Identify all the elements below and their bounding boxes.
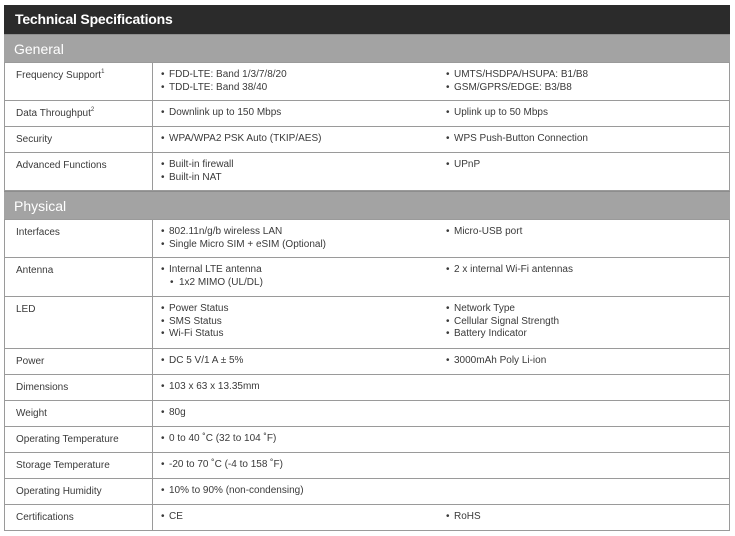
spec-row-label	[5, 101, 153, 127]
spec-col-right	[444, 407, 729, 420]
spec-row-values	[153, 63, 730, 101]
spec-value: • 0 to 40 ˚C (32 to 104 ˚F)	[159, 433, 444, 446]
spec-value: • 10% to 90% (non-condensing)	[159, 485, 444, 498]
spec-row	[5, 505, 730, 531]
spec-row-values	[153, 479, 730, 505]
spec-value: • Wi-Fi Status	[159, 328, 444, 341]
spec-row-label	[5, 297, 153, 349]
spec-row-label	[5, 258, 153, 297]
spec-col-right	[444, 485, 729, 498]
spec-row	[5, 479, 730, 505]
spec-value: • FDD-LTE: Band 1/3/7/8/20	[159, 69, 444, 82]
spec-col-left	[159, 107, 444, 120]
spec-row-values	[153, 349, 730, 375]
spec-row-values	[153, 453, 730, 479]
spec-col-right	[444, 226, 729, 251]
spec-value: • -20 to 70 ˚C (-4 to 158 ˚F)	[159, 459, 444, 472]
spec-col-left	[159, 303, 444, 341]
spec-label-text: Power	[16, 356, 45, 367]
spec-col-right	[444, 303, 729, 341]
spec-value: • TDD-LTE: Band 38/40	[159, 82, 444, 95]
spec-col-left	[159, 159, 444, 184]
spec-value: • WPS Push-Button Connection	[444, 133, 729, 146]
spec-value: • UPnP	[444, 159, 729, 172]
spec-row-label	[5, 153, 153, 191]
spec-value: • UMTS/HSDPA/HSUPA: B1/B8	[444, 69, 729, 82]
spec-label-text: Storage Temperature	[16, 460, 110, 471]
spec-value: • Micro-USB port	[444, 226, 729, 239]
spec-value: • Network Type	[444, 303, 729, 316]
spec-col-left	[159, 69, 444, 94]
spec-col-right	[444, 355, 729, 368]
spec-col-left	[159, 511, 444, 524]
spec-value: • SMS Status	[159, 316, 444, 329]
spec-value: • Battery Indicator	[444, 328, 729, 341]
spec-row	[5, 101, 730, 127]
spec-value: • Built-in firewall	[159, 159, 444, 172]
spec-row-label	[5, 479, 153, 505]
spec-label-text: Weight	[16, 408, 47, 419]
spec-row	[5, 153, 730, 191]
spec-table-general	[4, 62, 730, 191]
spec-row-label	[5, 220, 153, 258]
spec-label-text: Interfaces	[16, 227, 60, 238]
spec-content	[4, 34, 730, 531]
spec-row	[5, 453, 730, 479]
spec-value: • 80g	[159, 407, 444, 420]
spec-row-values	[153, 153, 730, 191]
spec-col-right	[444, 381, 729, 394]
spec-title: Technical Specifications	[4, 5, 730, 34]
spec-col-right	[444, 264, 729, 289]
spec-value: • WPA/WPA2 PSK Auto (TKIP/AES)	[159, 133, 444, 146]
spec-sheet	[4, 5, 730, 531]
spec-col-right	[444, 107, 729, 120]
spec-subvalue: • 1x2 MIMO (UL/DL)	[159, 277, 444, 290]
spec-row-label	[5, 349, 153, 375]
spec-row-values	[153, 505, 730, 531]
spec-row-label	[5, 401, 153, 427]
spec-value: • Cellular Signal Strength	[444, 316, 729, 329]
spec-table-physical	[4, 219, 730, 531]
section-header-physical: Physical	[4, 191, 730, 219]
spec-col-left	[159, 485, 444, 498]
spec-value: • Downlink up to 150 Mbps	[159, 107, 444, 120]
spec-row	[5, 427, 730, 453]
spec-col-right	[444, 69, 729, 94]
spec-value: • Power Status	[159, 303, 444, 316]
spec-col-left	[159, 381, 444, 394]
spec-row	[5, 127, 730, 153]
spec-value: • 103 x 63 x 13.35mm	[159, 381, 444, 394]
spec-row-label	[5, 63, 153, 101]
spec-label-text: Data Throughput	[16, 108, 91, 119]
spec-label-text: Dimensions	[16, 382, 69, 393]
spec-label-text: Operating Temperature	[16, 434, 119, 445]
spec-value: • 2 x internal Wi-Fi antennas	[444, 264, 729, 277]
spec-row-label	[5, 427, 153, 453]
spec-label-text: LED	[16, 304, 36, 315]
spec-label-text: Advanced Functions	[16, 160, 107, 171]
spec-col-left	[159, 264, 444, 289]
spec-col-left	[159, 459, 444, 472]
spec-row	[5, 375, 730, 401]
spec-row-values	[153, 427, 730, 453]
spec-col-right	[444, 433, 729, 446]
spec-label-text: Frequency Support	[16, 70, 102, 81]
spec-row-values	[153, 258, 730, 297]
spec-col-right	[444, 159, 729, 184]
spec-label-text: Operating Humidity	[16, 486, 102, 497]
spec-row-label	[5, 375, 153, 401]
spec-row-label	[5, 127, 153, 153]
spec-row-values	[153, 401, 730, 427]
footnote-marker: 1	[101, 68, 105, 75]
footnote-marker: 2	[90, 106, 95, 113]
spec-col-right	[444, 459, 729, 472]
spec-row	[5, 297, 730, 349]
spec-label-text: Certifications	[16, 512, 74, 523]
spec-value: • 802.11n/g/b wireless LAN	[159, 226, 444, 239]
spec-row-values	[153, 127, 730, 153]
spec-value: • Built-in NAT	[159, 172, 444, 185]
spec-label-text: Antenna	[16, 265, 54, 276]
spec-row	[5, 258, 730, 297]
spec-row	[5, 63, 730, 101]
spec-value: • CE	[159, 511, 444, 524]
section-header-general: General	[4, 34, 730, 62]
spec-row-values	[153, 375, 730, 401]
spec-col-left	[159, 355, 444, 368]
spec-value: • Single Micro SIM + eSIM (Optional)	[159, 239, 444, 252]
spec-row	[5, 220, 730, 258]
spec-row-values	[153, 220, 730, 258]
spec-col-right	[444, 133, 729, 146]
spec-value: • Internal LTE antenna	[159, 264, 444, 277]
spec-value: • RoHS	[444, 511, 729, 524]
spec-value: • Uplink up to 50 Mbps	[444, 107, 729, 120]
spec-row-label	[5, 453, 153, 479]
spec-col-right	[444, 511, 729, 524]
spec-col-left	[159, 226, 444, 251]
spec-col-left	[159, 133, 444, 146]
spec-row-values	[153, 297, 730, 349]
spec-row-label	[5, 505, 153, 531]
spec-label-text: Security	[16, 134, 53, 145]
spec-value: • DC 5 V/1 A ± 5%	[159, 355, 444, 368]
spec-row	[5, 401, 730, 427]
spec-value: • 3000mAh Poly Li-ion	[444, 355, 729, 368]
spec-col-left	[159, 433, 444, 446]
spec-value: • GSM/GPRS/EDGE: B3/B8	[444, 82, 729, 95]
spec-row	[5, 349, 730, 375]
spec-col-left	[159, 407, 444, 420]
spec-row-values	[153, 101, 730, 127]
